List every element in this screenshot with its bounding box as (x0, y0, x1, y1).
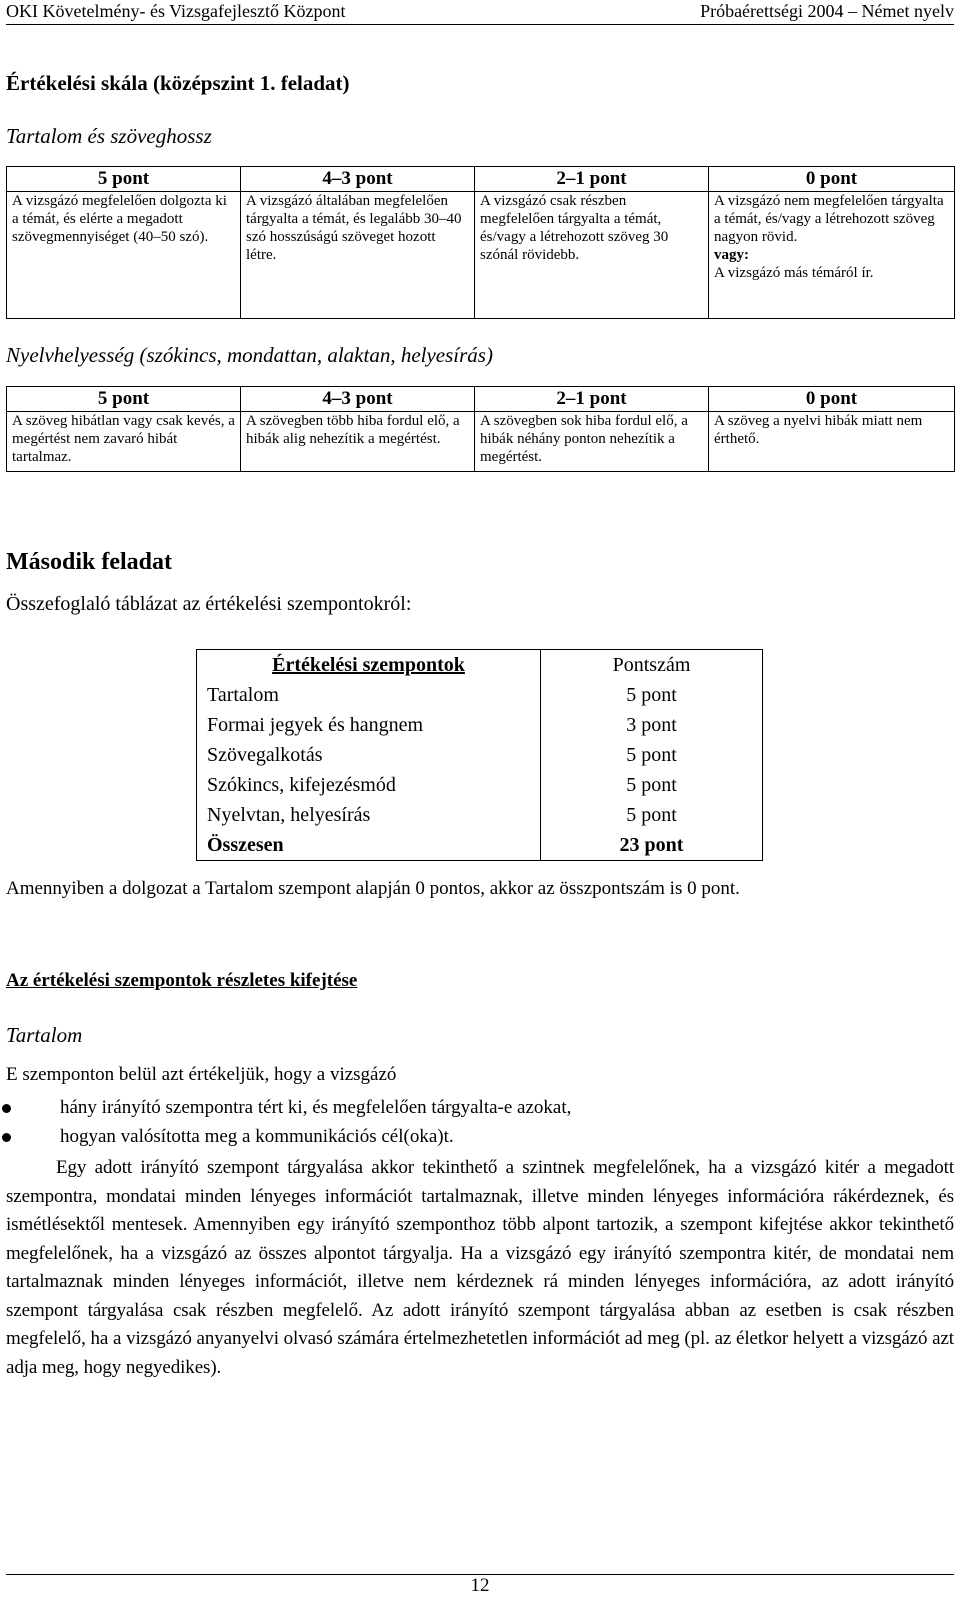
criterion-label: Tartalom (197, 680, 541, 710)
list-item (0, 1093, 571, 1122)
cell-text-alt: A vizsgázó más témáról ír. (714, 265, 874, 281)
bullet-icon (2, 1133, 11, 1142)
table-cell: A szöveg hibátlan vagy csak kevés, a megértést nem zavaró hibát tartalmaz. (7, 412, 241, 472)
zero-content-note: Amennyiben a dolgozat a Tartalom szempont alapján 0 pontos, akkor az összpontszám is 0 pont. (6, 878, 740, 899)
criterion-points: 5 pont (541, 800, 763, 830)
table-cell: A szöveg a nyelvi hibák miatt nem érthető. (709, 412, 955, 472)
details-title: Az értékelési szempontok részletes kifejtése (6, 970, 358, 991)
criteria-bullet-list (0, 1093, 571, 1151)
table-header-row (7, 167, 955, 192)
page-number: 12 (470, 1575, 490, 1596)
criterion-points: 5 pont (541, 740, 763, 770)
column-header: 2–1 pont (475, 167, 709, 192)
table-row (197, 770, 763, 800)
table-cell: A szövegben több hiba fordul elő, a hibák alig nehezítik a megértést. (241, 412, 475, 472)
column-header: 2–1 pont (475, 387, 709, 412)
content-section-title: Tartalom és szöveghossz (6, 124, 212, 148)
column-header: 5 pont (7, 387, 241, 412)
list-item-text: hogyan valósította meg a kommunikációs cél(oka)t. (60, 1126, 454, 1147)
summary-table (196, 649, 763, 861)
list-item (0, 1122, 571, 1151)
details-lead: E szemponton belül azt értékeljük, hogy a vizsgázó (6, 1064, 397, 1085)
table-cell: A vizsgázó megfelelően dolgozta ki a témát, és elérte a megadott szövegmennyiséget (40–50 szó). (7, 192, 241, 319)
table-cell: A vizsgázó csak részben megfelelően tárgyalta a témát, és/vagy a létrehozott szöveg 30 szónál rövidebb. (475, 192, 709, 319)
column-header: 0 pont (709, 167, 955, 192)
header-institution: OKI Követelmény- és Vizsgafejlesztő Központ (6, 1, 346, 21)
table-header-row (197, 650, 763, 681)
scale-title: Értékelési skála (középszint 1. feladat) (6, 71, 350, 95)
table-row (7, 192, 955, 319)
table-row (7, 412, 955, 472)
criterion-points: 3 pont (541, 710, 763, 740)
page-header (6, 0, 954, 25)
total-points: 23 pont (541, 830, 763, 861)
column-header: 4–3 pont (241, 387, 475, 412)
language-section-title: Nyelvhelyesség (szókincs, mondattan, alaktan, helyesírás) (6, 343, 493, 367)
criterion-label: Formai jegyek és hangnem (197, 710, 541, 740)
criterion-label: Szövegalkotás (197, 740, 541, 770)
column-header: 0 pont (709, 387, 955, 412)
table-row (197, 740, 763, 770)
header-exam-title: Próbaérettségi 2004 – Német nyelv (700, 1, 954, 21)
table-row (197, 800, 763, 830)
bullet-icon (2, 1104, 11, 1113)
criterion-points: 5 pont (541, 770, 763, 800)
table-cell: A szövegben sok hiba fordul elő, a hibák néhány ponton nehezítik a megértést. (475, 412, 709, 472)
criterion-label: Nyelvtan, helyesírás (197, 800, 541, 830)
second-task-intro: Összefoglaló táblázat az értékelési szempontokról: (6, 593, 412, 615)
table-row (197, 710, 763, 740)
details-body-paragraph: Egy adott irányító szempont tárgyalása akkor tekinthető a szintnek megfelelőnek, ha a vizsgázó kitér a megadott szempontra, mondatai minden lényeges információt tartalmaznak, illetve minden lényeges információra rákérdeznek, és ismétlésektől mentesek. Amennyiben egy irányító szemponthoz több alpont tartozik, a szempont kifejtése akkor tekinthető megfelelőnek, ha a vizsgázó az összes alpontot tárgyalja. Ha a vizsgázó egy irányító szempontra kitér, de mondatai nem tartalmaznak minden lényeges információt, illetve nem kérdeznek rá minden lényeges információra, az adott irányító szempont tárgyalása csak részben megfelelő. Az adott irányító szempont tárgyalása abban az esetben is csak részben megfelelő, ha a vizsgázó anyanyelvi olvasó számára értelmezhetetlen információt ad meg (pl. az életkor helyett a vizsgázó azt adja meg, hogy negyedikes). (6, 1157, 954, 1378)
list-item-text: hány irányító szempontra tért ki, és megfelelően tárgyalta-e azokat, (60, 1097, 572, 1118)
table-cell (709, 192, 955, 319)
column-header: 5 pont (7, 167, 241, 192)
criterion-label: Szókincs, kifejezésmód (197, 770, 541, 800)
content-scale-table (6, 166, 955, 319)
table-row (197, 680, 763, 710)
total-row (197, 830, 763, 861)
column-header: 4–3 pont (241, 167, 475, 192)
second-task-title: Második feladat (6, 549, 173, 575)
criteria-header: Értékelési szempontok (197, 650, 541, 681)
total-label: Összesen (197, 830, 541, 861)
table-cell: A vizsgázó általában megfelelően tárgyalta a témát, és legalább 30–40 szó hosszúságú szöveget hozott létre. (241, 192, 475, 319)
details-subtitle: Tartalom (6, 1023, 83, 1047)
criterion-points: 5 pont (541, 680, 763, 710)
cell-text: A vizsgázó nem megfelelően tárgyalta a témát, és/vagy a létrehozott szöveg nagyon rövid. (714, 193, 944, 245)
points-header: Pontszám (541, 650, 763, 681)
or-label: vagy: (714, 247, 749, 263)
table-header-row (7, 387, 955, 412)
language-scale-table (6, 386, 955, 472)
